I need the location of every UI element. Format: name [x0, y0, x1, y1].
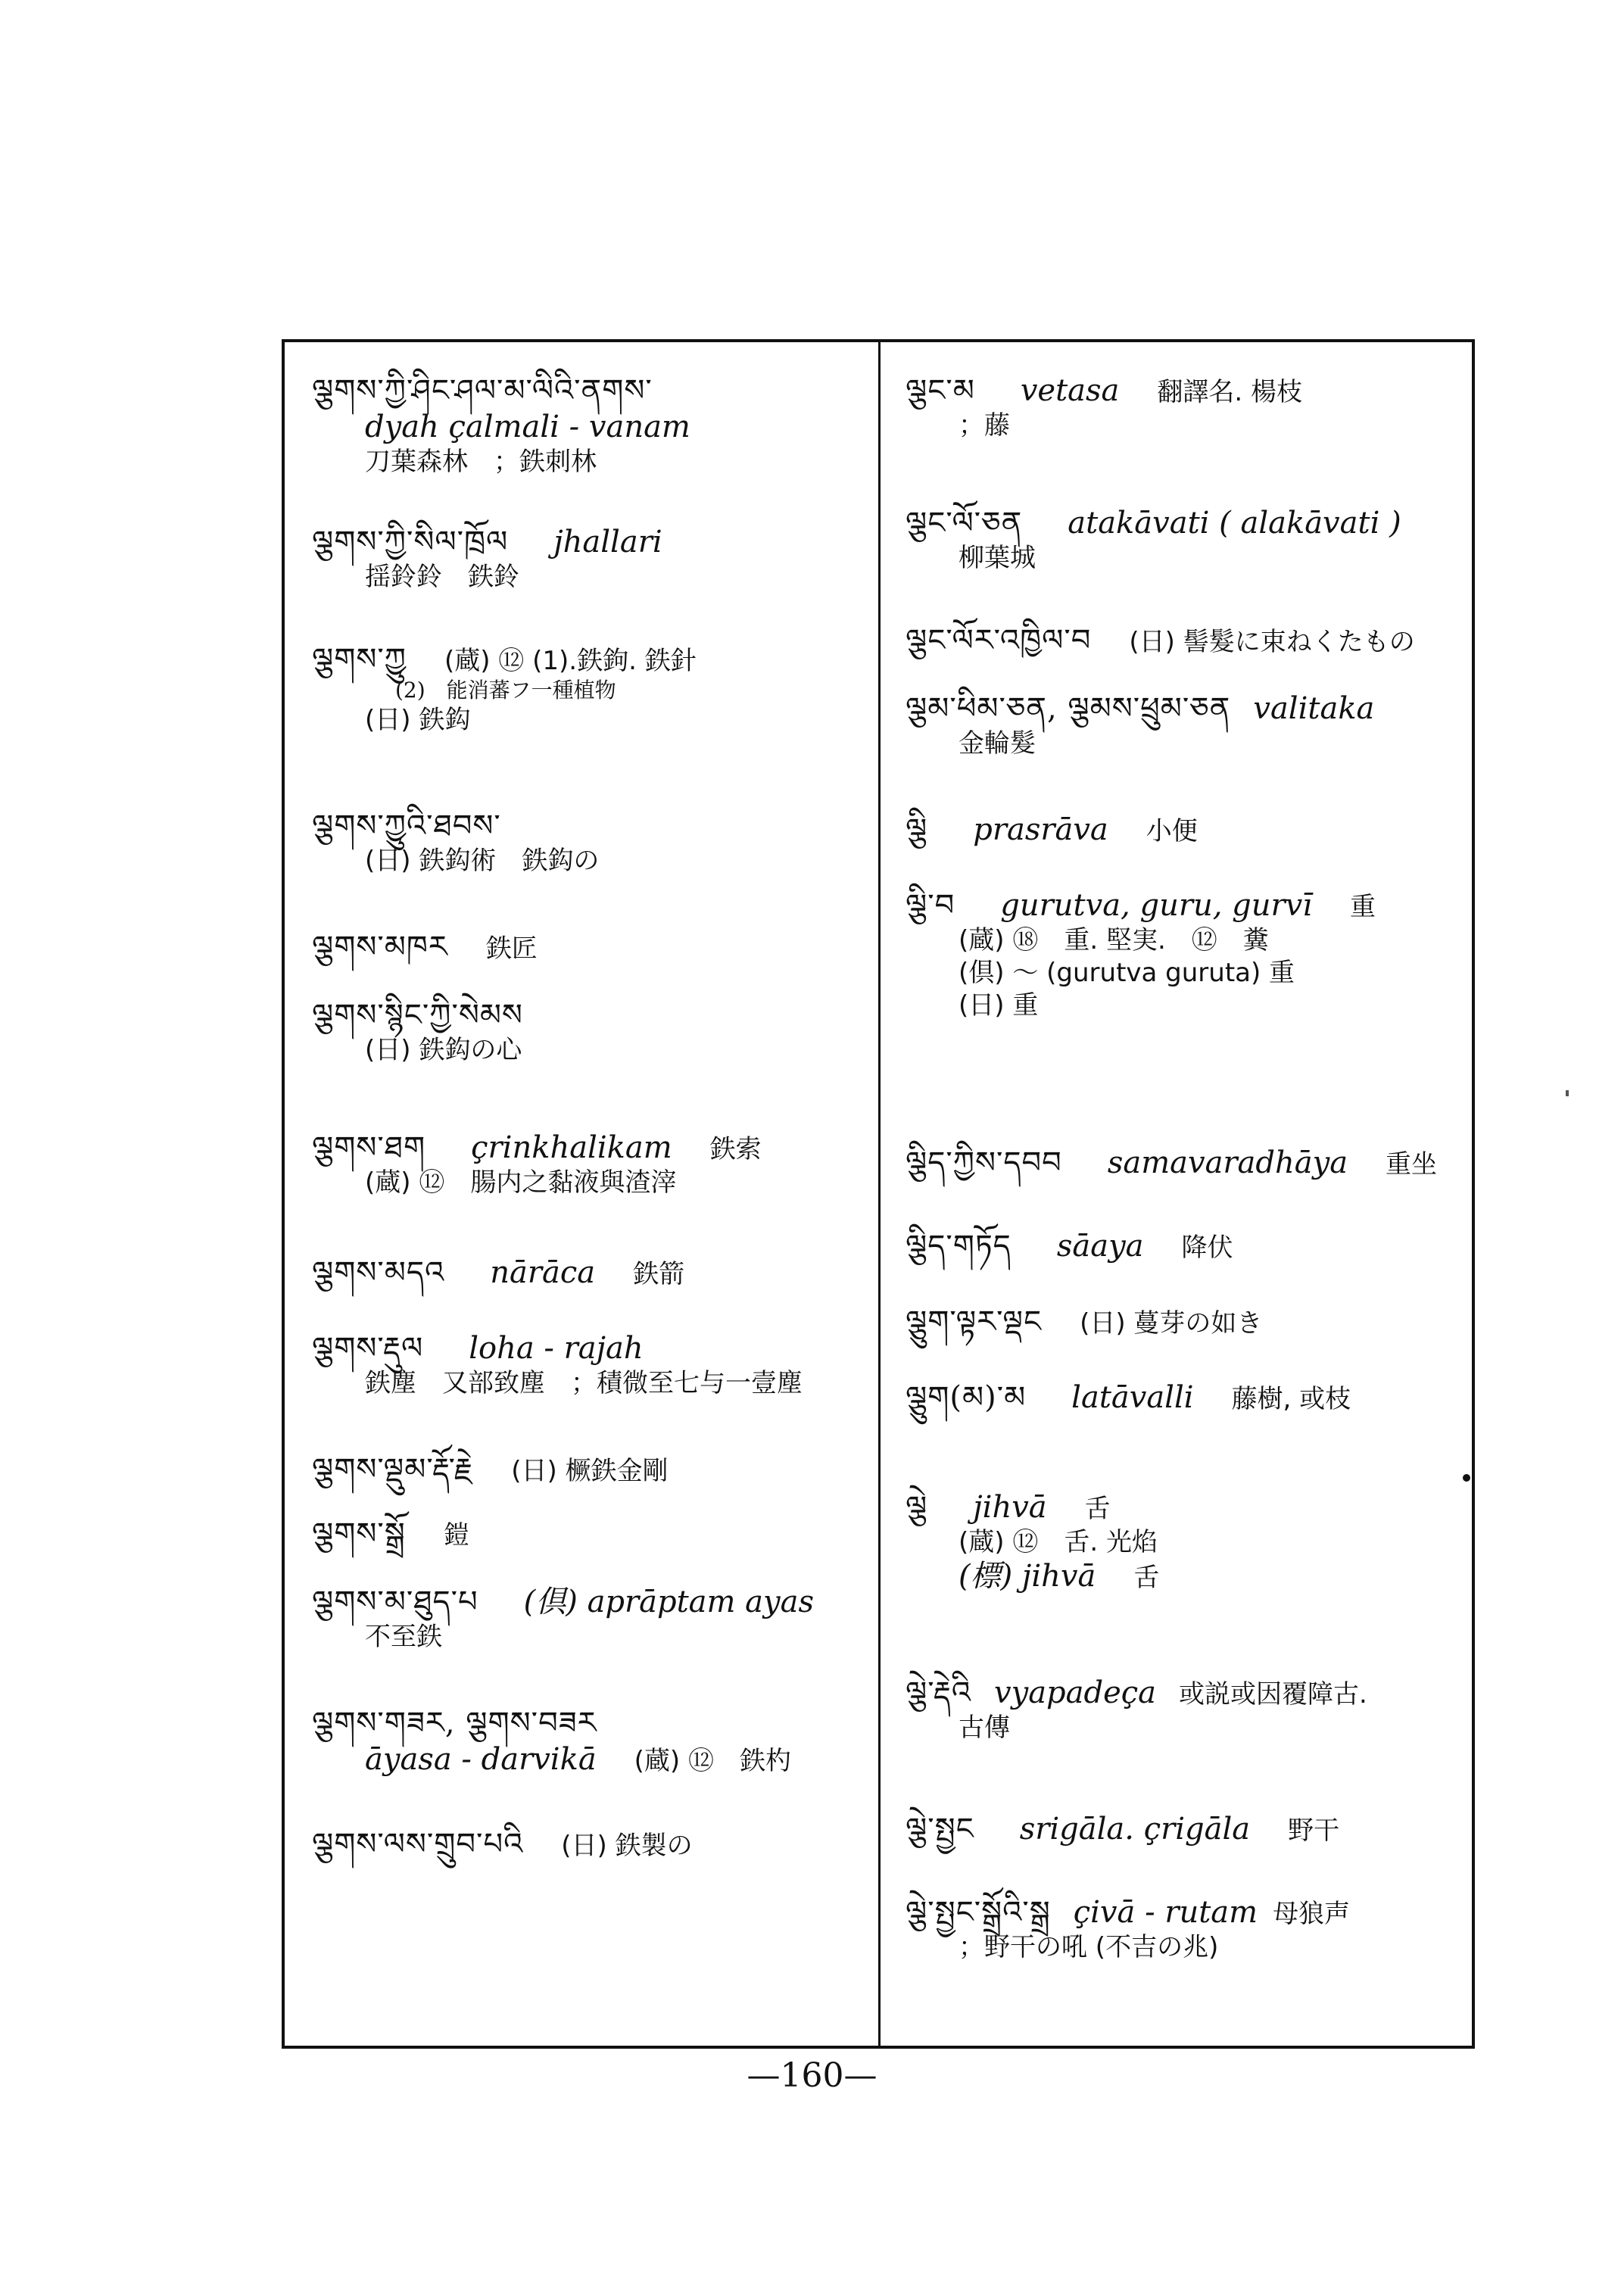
- romanization: sāaya: [1056, 1229, 1144, 1264]
- tibetan-headword: ལྕིད་ཀྱིས་དབབ: [906, 1145, 1062, 1180]
- definition: 重: [1350, 892, 1376, 922]
- dictionary-entry: [906, 1228, 1458, 1264]
- definition: 古傳: [959, 1713, 1010, 1743]
- dictionary-entry: [312, 641, 872, 736]
- dictionary-entry: [906, 1675, 1458, 1744]
- tibetan-headword: ལྕགས་ལས་གྲུབ་པའི: [312, 1827, 524, 1862]
- romanization: vyapadeça: [994, 1675, 1157, 1710]
- definition: 降伏: [1181, 1233, 1233, 1263]
- definition: 小便: [1146, 816, 1198, 846]
- romanization: çivā - rutam: [1073, 1895, 1258, 1930]
- column-divider: [878, 342, 881, 2046]
- definition: 金輪髮: [959, 728, 1036, 759]
- definition: (蔵) ⑫ 鉄杓: [634, 1746, 792, 1776]
- dictionary-entry: [906, 1304, 1458, 1340]
- romanization: gurutva, guru, gurvī: [1000, 888, 1313, 923]
- tibetan-headword: ལྕང་ལོར་འཁྱིལ་བ: [906, 623, 1092, 658]
- romanization: valitaka: [1253, 691, 1375, 726]
- tibetan-headword: ལྕུག(མ)་མ: [906, 1380, 1027, 1415]
- tibetan-headword: ལྕེ: [906, 1490, 928, 1525]
- tibetan-headword: ལྕང་མ: [906, 373, 975, 408]
- dictionary-entry: [312, 1330, 872, 1399]
- definition: 不至鉄: [365, 1622, 442, 1652]
- definition: 鉄塵 又部致塵 ；積微至七与一壹塵: [365, 1368, 803, 1398]
- tibetan-headword: ལྕགས་གཟར, ལྕགས་བཟར: [312, 1706, 597, 1741]
- definition: (日) 蔓芽の如き: [1080, 1308, 1263, 1339]
- romanization: srigāla. çrigāla: [1019, 1812, 1251, 1847]
- dictionary-entry: [906, 505, 1458, 574]
- tibetan-headword: ལྕགས་མཁར: [312, 930, 448, 965]
- definition: ；野干の吼 (不吉の兆): [959, 1932, 1219, 1962]
- tibetan-headword: ལྕགས་ལྡུམ་རྡོ་རྗེ: [312, 1452, 474, 1487]
- definition: 翻譯名. 楊枝: [1157, 377, 1303, 407]
- tibetan-headword: ལྕིད་གཏོད: [906, 1229, 1011, 1264]
- dictionary-frame: [282, 339, 1475, 2049]
- dictionary-entry: [906, 1489, 1458, 1594]
- dictionary-entry: [312, 372, 872, 478]
- tibetan-headword: ལྕུག་ལྟར་ལྡང: [906, 1304, 1043, 1339]
- tibetan-headword: ལྕགས་ཀྱུ: [312, 642, 407, 677]
- dictionary-entry: [312, 997, 872, 1066]
- tibetan-headword: ལྕང་ལོ་ཅན: [906, 506, 1023, 541]
- definition: (2) 能消蕃フ一種植物: [395, 678, 616, 703]
- dictionary-entry: [312, 1516, 872, 1552]
- definition: (日) 鉄鈎の心: [365, 1035, 522, 1065]
- definition: 鎧: [443, 1520, 469, 1551]
- dictionary-entry: [906, 690, 1458, 759]
- dictionary-entry: [906, 812, 1458, 848]
- dictionary-entry: [312, 929, 872, 965]
- definition: 藤樹, 或枝: [1231, 1384, 1351, 1414]
- romanization: (倶) aprāptam ayas: [523, 1585, 814, 1619]
- definition: (日) 髻髮に束ねくたもの: [1129, 627, 1415, 657]
- definition: 鉄索: [709, 1134, 762, 1164]
- romanization: prasrāva: [973, 812, 1108, 847]
- dictionary-entry: [906, 372, 1458, 441]
- tibetan-headword: ལྕམ་ཕིམ་ཅན, ལྕམས་ཕྲུམ་ཅན: [906, 691, 1231, 726]
- definition: (日) 重: [959, 990, 1039, 1021]
- dictionary-entry: [312, 1451, 872, 1488]
- tibetan-headword: ལྕི་བ: [906, 888, 955, 923]
- definition: (倶) ～ (gurutva guruta) 重: [959, 958, 1295, 989]
- definition: (蔵) ⑫ 舌. 光焰: [959, 1527, 1158, 1557]
- definition: 野干: [1288, 1816, 1340, 1846]
- dictionary-entry: [906, 1145, 1458, 1181]
- definition: (蔵) ⑱ 重. 堅実. ⑫ 糞: [959, 925, 1269, 955]
- definition: 或説或因覆障古.: [1179, 1679, 1367, 1710]
- definition: 鉄匠: [485, 933, 538, 964]
- dictionary-entry: [906, 1379, 1458, 1416]
- tibetan-headword: ལྕགས་མདའ: [312, 1255, 445, 1290]
- definition: (日) 鉄鈎術 鉄鈎の: [365, 846, 600, 876]
- definition: (蔵) ⑫ 腸内之黏液與渣滓: [365, 1167, 677, 1198]
- tibetan-headword: ལྕགས་ཀྱི་ཤིང་ཤལ་མ་ལིའི་ནགས་: [312, 373, 653, 408]
- page-number: —160—: [747, 2056, 877, 2095]
- definition: 柳葉城: [959, 543, 1036, 573]
- definition: (日) 橛鉄金剛: [511, 1456, 669, 1486]
- tibetan-headword: ལྕགས་ཀྱུའི་ཐབས་: [312, 809, 501, 843]
- tibetan-headword: ལྕགས་མ་ཐུད་པ: [312, 1585, 478, 1619]
- romanization: (標) jihvā: [959, 1559, 1096, 1594]
- tibetan-headword: ལྕེ་སྤྱང: [906, 1812, 974, 1847]
- romanization: dyah çalmali - vanam: [365, 410, 690, 444]
- romanization: çrinkhalikam: [471, 1130, 672, 1165]
- definition: 刀葉森林 ；鉄刺林: [365, 447, 597, 477]
- romanization: loha - rajah: [469, 1331, 644, 1366]
- tibetan-headword: ལྕི: [906, 812, 928, 847]
- definition: 舌: [1084, 1494, 1111, 1524]
- definition: ；藤: [959, 410, 1010, 441]
- definition: 揺鈴鈴 鉄鈴: [365, 562, 519, 592]
- dictionary-entry: [312, 1826, 872, 1862]
- romanization: āyasa - darvikā: [365, 1742, 597, 1777]
- tibetan-headword: ལྕེ་སྤྱང་སྒྲོའི་སྒྲ: [906, 1895, 1051, 1930]
- ink-mark: [1566, 1090, 1569, 1096]
- dictionary-entry: [312, 1130, 872, 1198]
- tibetan-headword: ལྕགས་རྡུལ: [312, 1331, 424, 1366]
- romanization: vetasa: [1020, 373, 1120, 408]
- tibetan-headword: ལྕགས་ཐག: [312, 1130, 426, 1165]
- definition: 重坐: [1386, 1149, 1438, 1180]
- romanization: latāvalli: [1071, 1380, 1194, 1415]
- definition: 母狼声: [1273, 1899, 1351, 1929]
- dictionary-entry: [906, 622, 1458, 659]
- tibetan-headword: ལྕགས་ཀྱི་སིལ་ཁྲོལ: [312, 525, 509, 559]
- dictionary-entry: [312, 1255, 872, 1291]
- dictionary-entry: [312, 524, 872, 593]
- definition: (日) 鉄製の: [561, 1831, 693, 1861]
- definition: 鉄箭: [633, 1259, 685, 1289]
- tibetan-headword: ལྕགས་སྙིང་ཀྱི་སེམས: [312, 998, 523, 1033]
- dictionary-entry: [906, 887, 1458, 1022]
- dictionary-entry: [312, 1584, 872, 1653]
- romanization: nārāca: [490, 1255, 596, 1290]
- ink-mark: [1463, 1474, 1470, 1482]
- dictionary-entry: [906, 1811, 1458, 1847]
- romanization: jhallari: [553, 525, 662, 559]
- romanization: samavaradhāya: [1107, 1145, 1348, 1180]
- tibetan-headword: ལྕེ་རྡེའི: [906, 1675, 971, 1710]
- tibetan-headword: ལྕགས་སྒྲོ: [312, 1516, 406, 1551]
- dictionary-entry: [312, 808, 872, 877]
- definition: (日) 鉄鈎: [365, 704, 471, 735]
- definition: 舌: [1133, 1563, 1160, 1594]
- romanization: jihvā: [973, 1490, 1047, 1525]
- romanization: atakāvati ( alakāvati ): [1068, 506, 1401, 541]
- dictionary-entry: [312, 1705, 872, 1778]
- definition: (蔵) ⑫ (1).鉄鉤. 鉄針: [444, 646, 697, 676]
- dictionary-entry: [906, 1894, 1458, 1963]
